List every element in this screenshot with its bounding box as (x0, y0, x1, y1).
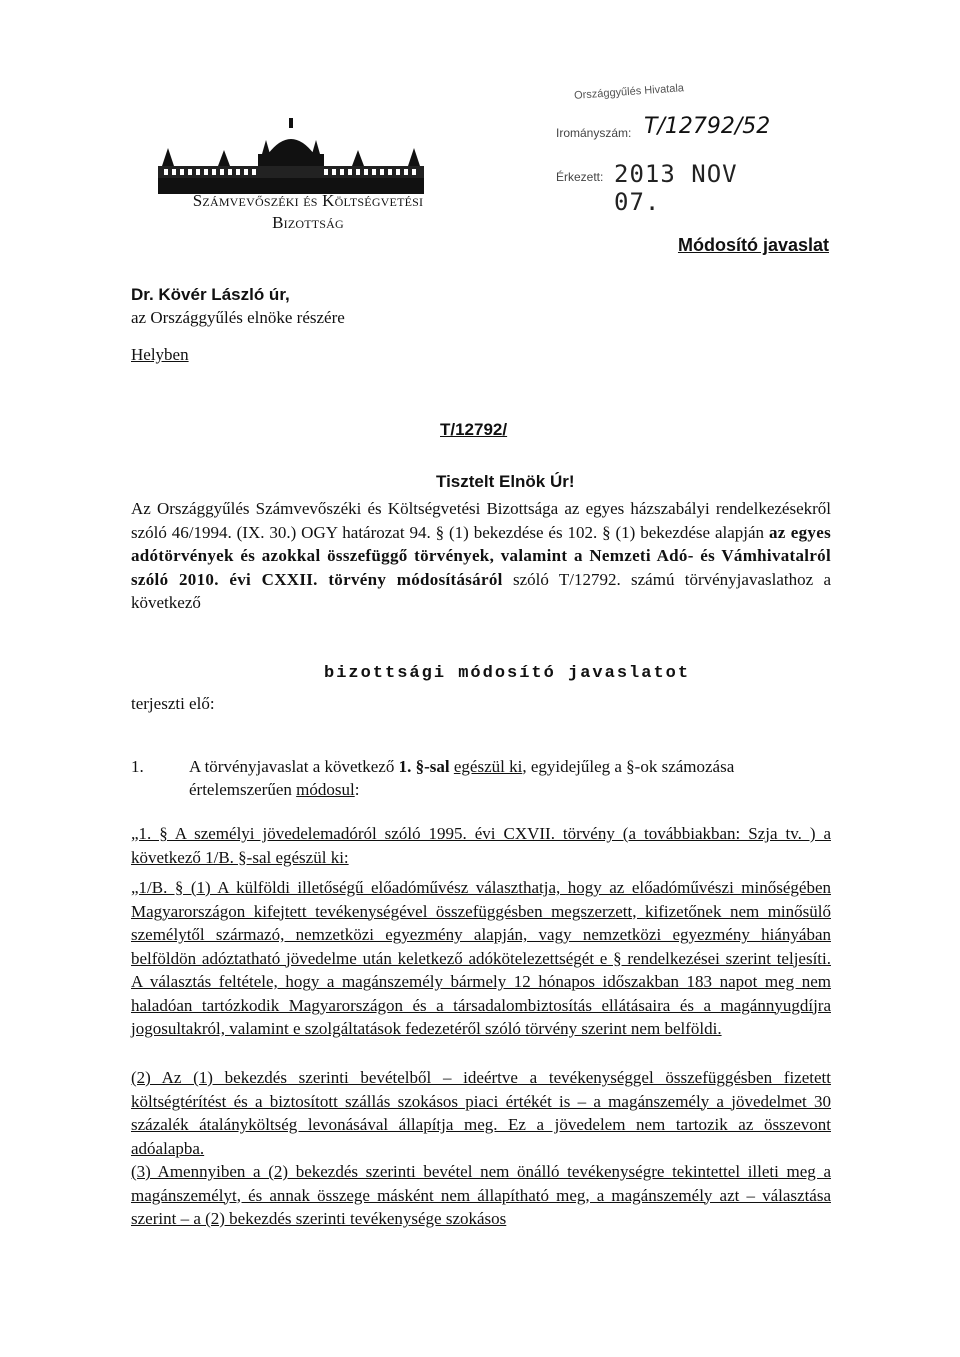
intro-bill-title: az egyes adótörvények és azokkal összefüggő törvények, valamint a Nemzeti Adó- és Vámhivatalról szóló 2010. évi CXXII. törvény módosításáról (131, 522, 831, 589)
amendment-paragraph-1: „1. § A személyi jövedelemadóról szóló 1995. évi CXVII. törvény (a továbbiakban: Szja tv. ) a következő 1/B. §-sal egészül ki: (131, 824, 831, 867)
stamp-reg-label: Irományszám: (556, 126, 632, 140)
registration-stamp (556, 82, 796, 216)
addressee-block (131, 283, 345, 329)
amendment-paragraph-3: (2) Az (1) bekezdés szerinti bevételből – ideértve a tevékenységgel összefüggésben fizetett költségtérítést és a biztosított szállás szokásos piaci értékét is – a magánszemély a jövedelmet 30 százalék átalányköltség levonásával állapítja meg. Ez a jövedelem nem tartozik az összevont adóalapba. (131, 1068, 831, 1158)
submit-text: terjeszti elő: (131, 694, 215, 713)
stamp-received-label: Érkezett: (556, 170, 604, 184)
committee-name-line1: Számvevőszéki és Költségvetési (192, 191, 424, 210)
item-text-underline2: módosul (296, 780, 355, 799)
amendment-paragraph-2: „1/B. § (1) A külföldi illetőségű előadóművész választhatja, hogy az előadóművészi minőségében Magyarországon kifejtett tevékenységével összefüggésben megszerzett, kifizetőnek nem minősülő személytől származó, nemzetközi egyezmény alapján, vagy nemzetközi egyezmény hiányában belföldön adóztatható jövedelme után keletkező adókötelezettségét e § rendelkezései szerint teljesíti. A választás feltétele, hogy a magánszemély bármely 12 hónapos időszakban 183 napot meg nem haladóan tartózkodik Magyarországon és a társadalombiztosítás ellátásaira és a magánnyugdíjra jogosultakról, valamint e szolgáltatások fedezetéről szóló törvény szerint nem belföldi. (131, 878, 831, 1038)
salutation: Tisztelt Elnök Úr! (436, 472, 575, 491)
item-text-bold: 1. §-sal (398, 757, 450, 776)
addressee-place: Helyben (131, 345, 189, 364)
stamp-received-date: 2013 NOV 07. (614, 160, 738, 216)
item-number: 1. (131, 757, 144, 776)
addressee-title: az Országgyűlés elnöke részére (131, 308, 345, 327)
item-text-part1: A törvényjavaslat a következő (189, 757, 399, 776)
amendment-paragraph-4: (3) Amennyiben a (2) bekezdés szerinti bevétel nem önálló tevékenységre tekintettel illeti meg a magánszemélyt, és annak összege másként nem állapítható meg, a magánszemély azt – választása szerint – a (2) bekezdés szerinti tevékenysége szokásos (131, 1162, 831, 1228)
intro-part1: Az Országgyűlés Számvevőszéki és Költségvetési Bizottsága az egyes házszabályi rendelkezésekről szóló 46/1994. (IX. 30.) OGY határozat 94. § (1) bekezdése és 102. § (1) bekezdése alapján (131, 499, 831, 542)
addressee-name: Dr. Kövér László úr, (131, 285, 290, 304)
intro-part2: szóló T/12792. számú törvényjavaslathoz a következő (131, 569, 831, 612)
proposal-heading: bizottsági módosító javaslatot (324, 664, 691, 683)
parliament-logo-icon (158, 118, 424, 200)
bill-number: T/12792/ (440, 420, 508, 439)
committee-name-line2: Bizottság (272, 213, 344, 232)
item-text (189, 755, 831, 801)
item-text-part3: , egyidejűleg a §-ok számozása értelemszerűen (189, 757, 735, 799)
item-text-underline1: egészül ki (453, 757, 523, 776)
stamp-reg-number: T/12792/52 (644, 114, 771, 139)
item-text-part4: : (354, 780, 360, 799)
committee-name (158, 190, 458, 234)
intro-paragraph (131, 497, 831, 615)
stamp-office: Országgyűlés Hivatala (573, 82, 685, 102)
document-type: Módosító javaslat (677, 235, 829, 255)
